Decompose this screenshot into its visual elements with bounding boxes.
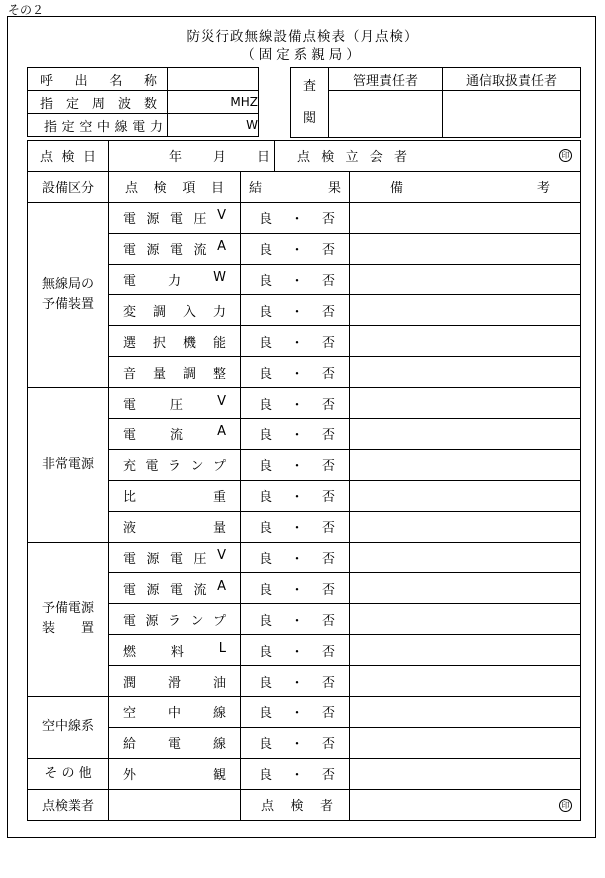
item-char: プ xyxy=(212,459,226,475)
label-text: 指 定 周 波 数 xyxy=(40,96,157,112)
station-info-table xyxy=(27,67,259,137)
inspection-table xyxy=(27,140,581,821)
table-row xyxy=(28,233,581,264)
result-dot: ・ xyxy=(290,582,304,598)
result-good[interactable]: 良 xyxy=(259,212,273,228)
item-char: ラ xyxy=(167,613,181,629)
category-label: 装 置 xyxy=(41,621,94,637)
result-bad[interactable]: 否 xyxy=(322,582,336,598)
item-cell xyxy=(109,573,241,604)
label-text: 点 検 日 xyxy=(40,150,96,166)
result-dot: ・ xyxy=(290,706,304,722)
category-label: 無線局の xyxy=(41,276,94,292)
category-label: 予備電源 xyxy=(41,601,94,617)
result-bad[interactable]: 否 xyxy=(322,706,336,722)
category-label: 空中線系 xyxy=(41,719,94,735)
item-char: 電 xyxy=(167,737,181,753)
item-cell xyxy=(109,264,241,295)
item-char: 源 xyxy=(146,582,160,598)
item-cell xyxy=(109,727,241,758)
result-cell[interactable] xyxy=(241,480,350,511)
item-char: 流 xyxy=(170,428,184,444)
item-char: 電 xyxy=(123,613,137,629)
item-char: A xyxy=(217,578,226,594)
category-cell xyxy=(28,202,109,387)
result-bad[interactable]: 否 xyxy=(322,490,336,506)
remarks-cell[interactable] xyxy=(350,480,581,511)
result-good[interactable]: 良 xyxy=(259,737,273,753)
result-dot: ・ xyxy=(290,243,304,259)
result-dot: ・ xyxy=(290,212,304,228)
item-char: 燃 xyxy=(123,644,137,660)
item-char: 電 xyxy=(170,552,184,568)
frequency-label xyxy=(28,91,168,114)
item-char: ン xyxy=(190,459,204,475)
item-char: 源 xyxy=(146,212,160,228)
result-cell[interactable] xyxy=(241,357,350,388)
item-char: 重 xyxy=(212,490,226,506)
item-char: 料 xyxy=(170,644,184,660)
year-label: 年 xyxy=(169,150,183,166)
item-cell xyxy=(109,758,241,789)
result-bad[interactable]: 否 xyxy=(322,366,336,382)
item-char: V xyxy=(217,208,226,224)
item-char: 電 xyxy=(145,459,159,475)
item-cell xyxy=(109,388,241,419)
remarks-cell[interactable] xyxy=(350,727,581,758)
result-dot: ・ xyxy=(290,521,304,537)
result-cell[interactable] xyxy=(241,604,350,635)
remarks-cell[interactable] xyxy=(350,604,581,635)
item-char: 流 xyxy=(193,243,207,259)
category-header: 設備区分 xyxy=(28,171,109,202)
label-text: 結 果 xyxy=(249,181,342,197)
item-char: ラ xyxy=(167,459,181,475)
item-char: 機 xyxy=(182,335,196,351)
remarks-cell[interactable] xyxy=(350,666,581,697)
table-row xyxy=(28,542,581,573)
power-row xyxy=(28,114,259,137)
result-good[interactable]: 良 xyxy=(259,644,273,660)
result-dot: ・ xyxy=(290,552,304,568)
result-bad[interactable]: 否 xyxy=(322,274,336,289)
result-good[interactable]: 良 xyxy=(259,335,273,351)
item-char: プ xyxy=(212,613,226,629)
witness-label: 点 検 立 会 者 xyxy=(297,150,407,166)
result-good[interactable]: 良 xyxy=(259,521,273,537)
item-char: V xyxy=(217,548,226,564)
result-good[interactable]: 良 xyxy=(259,428,273,444)
item-cell xyxy=(109,542,241,573)
admin-manager-seal-box[interactable] xyxy=(329,91,443,138)
result-good[interactable]: 良 xyxy=(259,274,273,289)
result-good[interactable]: 良 xyxy=(259,397,273,413)
item-char: 入 xyxy=(182,304,196,320)
result-good[interactable]: 良 xyxy=(259,366,273,382)
category-label: そ の 他 xyxy=(44,765,92,781)
call-name-value[interactable] xyxy=(168,68,259,91)
result-cell[interactable] xyxy=(241,511,350,542)
item-char: 空 xyxy=(123,706,137,722)
table-row xyxy=(28,604,581,635)
worker-label: 点検業者 xyxy=(28,789,109,820)
result-good[interactable]: 良 xyxy=(259,490,273,506)
result-bad[interactable]: 否 xyxy=(322,768,336,784)
result-cell[interactable] xyxy=(241,388,350,419)
item-char: 電 xyxy=(123,582,137,598)
category-label: 予備装置 xyxy=(41,296,94,312)
comm-manager-seal-box[interactable] xyxy=(443,91,581,138)
item-char: 電 xyxy=(123,397,137,413)
result-good[interactable]: 良 xyxy=(259,613,273,629)
table-row xyxy=(28,758,581,789)
result-bad[interactable]: 否 xyxy=(322,397,336,413)
item-cell xyxy=(109,449,241,480)
result-bad[interactable]: 否 xyxy=(322,675,336,691)
item-char: 能 xyxy=(212,335,226,351)
review-kan: 閲 xyxy=(302,110,316,126)
result-cell[interactable] xyxy=(241,758,350,789)
label-text: 呼 出 名 称 xyxy=(40,73,157,89)
remarks-cell[interactable] xyxy=(350,542,581,573)
remarks-cell[interactable] xyxy=(350,264,581,295)
result-bad[interactable]: 否 xyxy=(322,335,336,351)
seal-mark: 印 xyxy=(559,149,572,162)
result-cell[interactable] xyxy=(241,697,350,728)
result-bad[interactable]: 否 xyxy=(322,304,336,320)
item-char: 充 xyxy=(123,459,137,475)
table-row xyxy=(28,666,581,697)
month-label: 月 xyxy=(213,150,227,166)
table-row xyxy=(28,511,581,542)
table-row xyxy=(28,419,581,450)
result-dot: ・ xyxy=(290,613,304,629)
remarks-cell[interactable] xyxy=(350,573,581,604)
footer-row xyxy=(28,789,581,820)
item-char: 油 xyxy=(212,675,226,691)
item-char: 圧 xyxy=(193,212,207,228)
inspection-date-row xyxy=(28,141,581,172)
item-char: 量 xyxy=(152,366,166,382)
result-dot: ・ xyxy=(290,675,304,691)
remarks-cell[interactable] xyxy=(350,419,581,450)
result-dot: ・ xyxy=(290,459,304,475)
result-cell[interactable] xyxy=(241,666,350,697)
result-bad[interactable]: 否 xyxy=(322,552,336,568)
item-cell xyxy=(109,635,241,666)
item-char: 電 xyxy=(123,552,137,568)
result-bad[interactable]: 否 xyxy=(322,243,336,259)
result-good[interactable]: 良 xyxy=(259,706,273,722)
result-dot: ・ xyxy=(290,274,304,289)
item-char: 観 xyxy=(212,768,226,784)
result-dot: ・ xyxy=(290,428,304,444)
remarks-cell[interactable] xyxy=(350,449,581,480)
inspector-label-cell xyxy=(241,789,350,820)
item-char: 流 xyxy=(193,582,207,598)
item-char: 源 xyxy=(146,243,160,259)
item-cell xyxy=(109,419,241,450)
item-char: 液 xyxy=(123,521,137,537)
item-char: 給 xyxy=(123,737,137,753)
label-text: 備 考 xyxy=(390,181,551,197)
result-good[interactable]: 良 xyxy=(259,768,273,784)
item-char: 力 xyxy=(168,274,182,289)
item-cell xyxy=(109,480,241,511)
item-char: L xyxy=(218,640,226,656)
review-sa: 査 xyxy=(302,78,316,94)
item-char: A xyxy=(217,239,226,255)
table-row xyxy=(28,480,581,511)
label-text: 点 検 項 目 xyxy=(125,181,224,197)
remarks-cell[interactable] xyxy=(350,388,581,419)
result-dot: ・ xyxy=(290,335,304,351)
table-row xyxy=(28,635,581,666)
remarks-cell[interactable] xyxy=(350,202,581,233)
result-bad[interactable]: 否 xyxy=(322,613,336,629)
review-table xyxy=(290,67,581,138)
remarks-cell[interactable] xyxy=(350,233,581,264)
table-row xyxy=(28,388,581,419)
table-row xyxy=(28,326,581,357)
table-row xyxy=(28,449,581,480)
result-cell[interactable] xyxy=(241,202,350,233)
table-row xyxy=(28,573,581,604)
remarks-cell[interactable] xyxy=(350,357,581,388)
result-cell[interactable] xyxy=(241,295,350,326)
sheet-label: その２ xyxy=(8,3,45,17)
item-cell xyxy=(109,357,241,388)
item-char: 源 xyxy=(146,552,160,568)
item-cell xyxy=(109,697,241,728)
review-label xyxy=(291,68,329,138)
power-label xyxy=(28,114,168,137)
item-header xyxy=(109,171,241,202)
table-row xyxy=(28,264,581,295)
item-char: 電 xyxy=(170,212,184,228)
item-char: 圧 xyxy=(193,552,207,568)
result-bad[interactable]: 否 xyxy=(322,459,336,475)
form-title: 防災行政無線設備点検表（月点検） xyxy=(186,29,419,45)
call-name-row xyxy=(28,68,259,91)
item-char: 電 xyxy=(123,243,137,259)
item-char: V xyxy=(217,393,226,409)
item-char: 電 xyxy=(123,212,137,228)
admin-manager-label: 管理責任者 xyxy=(329,68,443,91)
remarks-cell[interactable] xyxy=(350,326,581,357)
result-good[interactable]: 良 xyxy=(259,304,273,320)
result-dot: ・ xyxy=(290,644,304,660)
result-cell[interactable] xyxy=(241,542,350,573)
power-value[interactable]: W xyxy=(168,114,259,137)
result-dot: ・ xyxy=(290,768,304,784)
item-char: 択 xyxy=(152,335,166,351)
witness-cell[interactable] xyxy=(275,141,581,172)
item-char: 外 xyxy=(123,768,137,784)
result-cell[interactable] xyxy=(241,573,350,604)
result-good[interactable]: 良 xyxy=(259,675,273,691)
item-char: A xyxy=(217,424,226,440)
form-subtitle: （固定系親局） xyxy=(241,47,364,63)
item-cell xyxy=(109,295,241,326)
category-cell xyxy=(28,697,109,759)
item-char: 圧 xyxy=(170,397,184,413)
comm-manager-label: 通信取扱責任者 xyxy=(443,68,581,91)
result-good[interactable]: 良 xyxy=(259,243,273,259)
item-cell xyxy=(109,511,241,542)
item-char: 音 xyxy=(123,366,137,382)
item-char: 整 xyxy=(212,366,226,382)
item-char: 電 xyxy=(123,274,137,289)
item-char: 比 xyxy=(123,490,137,506)
result-dot: ・ xyxy=(290,366,304,382)
item-char: 量 xyxy=(212,521,226,537)
remarks-cell[interactable] xyxy=(350,295,581,326)
result-cell[interactable] xyxy=(241,233,350,264)
item-cell xyxy=(109,604,241,635)
item-char: 潤 xyxy=(123,675,137,691)
result-dot: ・ xyxy=(290,490,304,506)
table-row xyxy=(28,727,581,758)
worker-value[interactable] xyxy=(109,789,241,820)
table-row xyxy=(28,295,581,326)
table-row xyxy=(28,202,581,233)
result-cell[interactable] xyxy=(241,635,350,666)
result-header xyxy=(241,171,350,202)
call-name-label xyxy=(28,68,168,91)
remarks-cell[interactable] xyxy=(350,697,581,728)
item-char: W xyxy=(213,270,226,285)
seal-mark: 印 xyxy=(559,799,572,812)
inspection-date-value[interactable] xyxy=(109,141,275,172)
item-cell xyxy=(109,202,241,233)
result-bad[interactable]: 否 xyxy=(322,212,336,228)
item-char: 電 xyxy=(170,243,184,259)
table-row xyxy=(28,697,581,728)
item-char: 源 xyxy=(145,613,159,629)
category-label: 非常電源 xyxy=(41,456,94,472)
remarks-cell[interactable] xyxy=(350,511,581,542)
column-header-row xyxy=(28,171,581,202)
result-cell[interactable] xyxy=(241,419,350,450)
item-cell xyxy=(109,326,241,357)
result-cell[interactable] xyxy=(241,449,350,480)
result-bad[interactable]: 否 xyxy=(322,737,336,753)
result-good[interactable]: 良 xyxy=(259,552,273,568)
result-dot: ・ xyxy=(290,397,304,413)
inspector-value[interactable] xyxy=(350,789,581,820)
item-char: 変 xyxy=(123,304,137,320)
item-char: 電 xyxy=(123,428,137,444)
item-cell xyxy=(109,666,241,697)
result-bad[interactable]: 否 xyxy=(322,644,336,660)
category-cell xyxy=(28,542,109,696)
item-char: 選 xyxy=(123,335,137,351)
result-good[interactable]: 良 xyxy=(259,582,273,598)
item-char: 線 xyxy=(212,706,226,722)
item-cell xyxy=(109,233,241,264)
remarks-cell[interactable] xyxy=(350,758,581,789)
result-cell[interactable] xyxy=(241,326,350,357)
category-cell xyxy=(28,388,109,542)
table-row xyxy=(28,357,581,388)
label-text: 点 検 者 xyxy=(261,799,334,815)
item-char: 調 xyxy=(152,304,166,320)
result-dot: ・ xyxy=(290,737,304,753)
item-char: 力 xyxy=(212,304,226,320)
inspection-date-label xyxy=(28,141,109,172)
result-bad[interactable]: 否 xyxy=(322,428,336,444)
category-cell xyxy=(28,758,109,789)
remarks-cell[interactable] xyxy=(350,635,581,666)
result-good[interactable]: 良 xyxy=(259,459,273,475)
day-label: 日 xyxy=(257,150,271,166)
result-cell[interactable] xyxy=(241,264,350,295)
item-char: 線 xyxy=(212,737,226,753)
frequency-row xyxy=(28,91,259,114)
label-text: 指 定 空 中 線 電 力 xyxy=(44,119,163,135)
item-char: ン xyxy=(190,613,204,629)
item-char: 電 xyxy=(170,582,184,598)
remarks-header xyxy=(350,171,581,202)
result-dot: ・ xyxy=(290,304,304,320)
item-char: 中 xyxy=(167,706,181,722)
frequency-value[interactable]: MHZ xyxy=(168,91,259,114)
item-char: 滑 xyxy=(167,675,181,691)
item-char: 調 xyxy=(182,366,196,382)
result-bad[interactable]: 否 xyxy=(322,521,336,537)
result-cell[interactable] xyxy=(241,727,350,758)
